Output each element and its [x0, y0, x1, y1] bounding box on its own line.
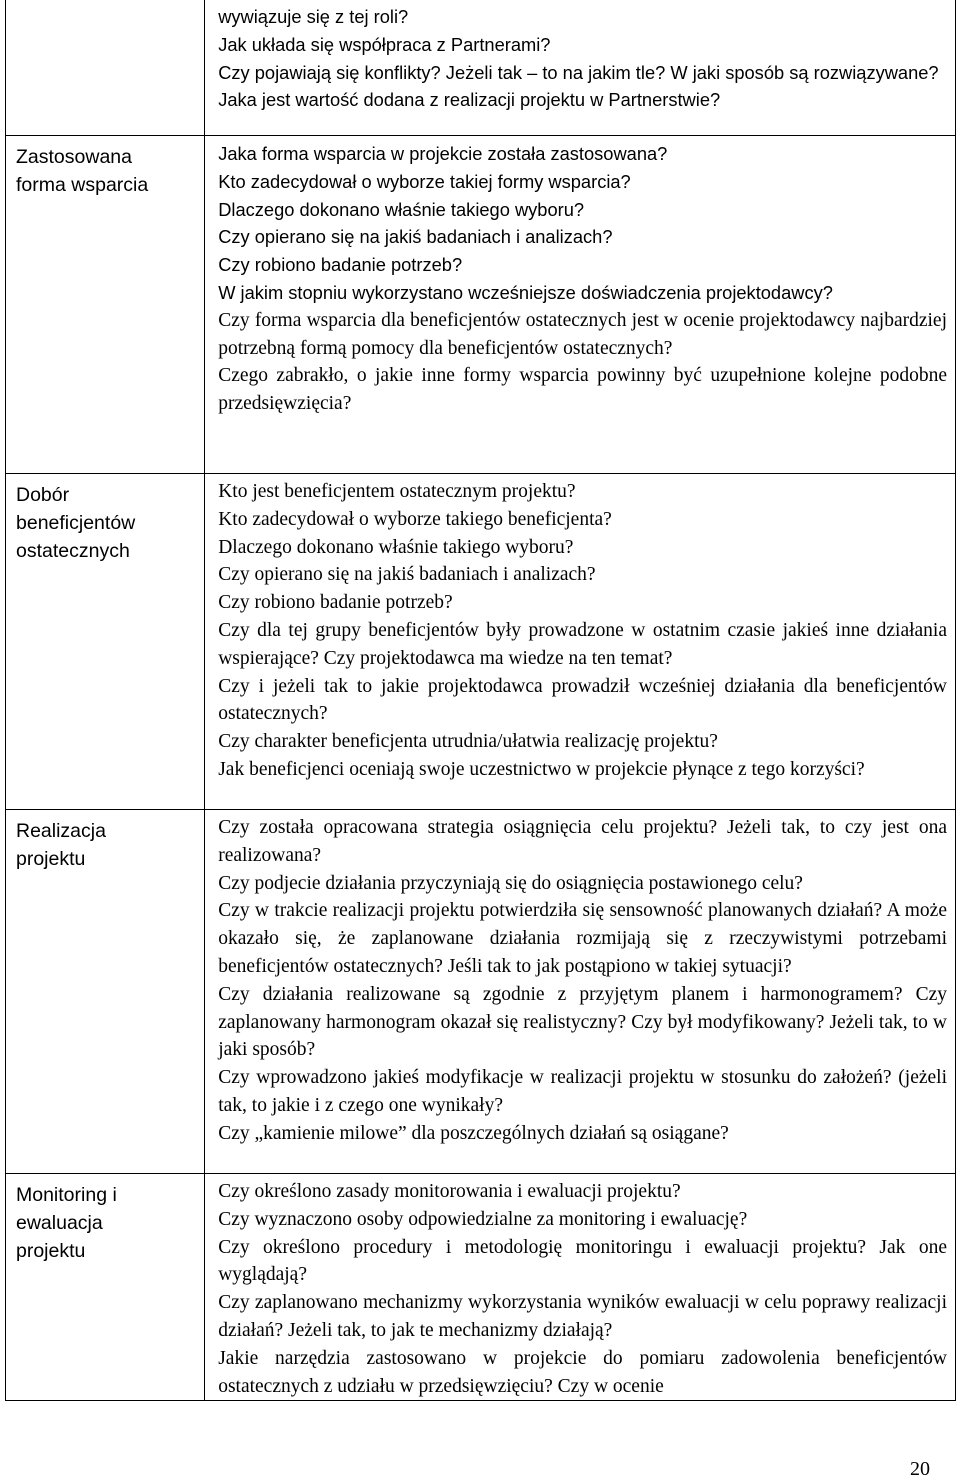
question: Jakie narzędzia zastosowano w projekcie do pomiaru zadowolenia beneficjentów ostatecznych z udziału w przedsięwzięciu? Czy w ocenie — [218, 1347, 947, 1397]
question: Czego zabrakło, o jakie inne formy wsparcia powinny być uzupełnione kolejne podobne przedsięwzięcia? — [218, 365, 947, 415]
question: Czy robiono badanie potrzeb? — [218, 592, 453, 614]
page-number: 20 — [910, 1458, 930, 1480]
row-label-cell — [6, 136, 205, 474]
questions-cell — [205, 1174, 956, 1401]
questions-cell — [205, 474, 956, 810]
question: Czy pojawiają się konflikty? Jeżeli tak – to na jakim tle? W jaki sposób są rozwiązywane? — [218, 61, 939, 83]
table-row — [6, 474, 956, 810]
row-label — [6, 0, 204, 6]
question: Czy charakter beneficjenta utrudnia/ułatwia realizację projektu? — [218, 731, 718, 753]
question: Dlaczego dokonano właśnie takiego wyboru? — [218, 198, 585, 220]
question: Czy wprowadzono jakieś modyfikacje w realizacji projektu w stosunku do założeń? (jeżeli tak, to jakie i z czego one wynikały? — [218, 1067, 947, 1116]
table-row — [6, 0, 956, 136]
question: Czy podjecie działania przyczyniają się do osiągnięcia postawionego celu? — [218, 872, 803, 894]
question: Czy określono zasady monitorowania i ewaluacji projektu? — [218, 1181, 681, 1202]
question: Czy forma wsparcia dla beneficjentów ostatecznych jest w ocenie projektodawcy najbardziej potrzebną formą pomocy dla beneficjentów ostatecznych? — [218, 309, 947, 359]
question: Kto zadecydował o wyborze takiej formy wsparcia? — [218, 170, 631, 192]
question: Dlaczego dokonano właśnie takiego wyboru? — [218, 536, 574, 558]
table-row — [6, 810, 956, 1174]
question: Czy działania realizowane są zgodnie z przyjętym planem i harmonogramem? Czy zaplanowany harmonogram okazał się realistyczny? Czy był modyfikowany? Jeżeli tak, to w jaki sposób? — [218, 983, 947, 1061]
row-label: Realizacja projektu — [16, 820, 106, 870]
row-label: Monitoring i ewaluacja projektu — [16, 1184, 117, 1262]
question: Czy wyznaczono osoby odpowiedzialne za monitoring i ewaluację? — [218, 1208, 748, 1230]
questions-cell — [205, 810, 956, 1174]
question: Czy robiono badanie potrzeb? — [218, 254, 463, 276]
question: Czy została opracowana strategia osiągnięcia celu projektu? Jeżeli tak, to czy jest ona realizowana? — [218, 817, 947, 866]
question: Kto jest beneficjentem ostatecznym projektu? — [218, 481, 576, 502]
question: wywiązuje się z tej roli? — [218, 6, 409, 27]
question: Czy „kamienie milowe” dla poszczególnych działań są osiągane? — [218, 1122, 729, 1144]
question: Czy opierano się na jakiś badaniach i analizach? — [218, 226, 613, 248]
question: Jak beneficjenci oceniają swoje uczestnictwo w projekcie płynące z tego korzyści? — [218, 758, 865, 780]
row-label-cell — [6, 0, 205, 136]
question: Czy i jeżeli tak to jakie projektodawca prowadził wcześniej działania dla beneficjentów ostatecznych? — [218, 675, 947, 725]
question: Czy dla tej grupy beneficjentów były prowadzone w ostatnim czasie jakieś inne działania wspierające? Czy projektodawca ma wiedze na ten temat? — [218, 619, 947, 669]
question: Jaka jest wartość dodana z realizacji projektu w Partnerstwie? — [218, 89, 721, 111]
row-label-cell — [6, 810, 205, 1174]
table-row — [6, 1174, 956, 1401]
question: W jakim stopniu wykorzystano wcześniejsze doświadczenia projektodawcy? — [218, 281, 833, 303]
table-row — [6, 136, 956, 474]
question: Jak układa się współpraca z Partnerami? — [218, 33, 551, 55]
questions-cell — [205, 0, 956, 136]
question: Czy określono procedury i metodologię monitoringu i ewaluacji projektu? Jak one wyglądają? — [218, 1236, 947, 1286]
question: Jaka forma wsparcia w projekcie została zastosowana? — [218, 143, 668, 164]
question: Czy zaplanowano mechanizmy wykorzystania wyników ewaluacji w celu poprawy realizacji działań? Jeżeli tak, to jak te mechanizmy działają? — [218, 1292, 947, 1341]
question: Czy opierano się na jakiś badaniach i analizach? — [218, 564, 596, 586]
questions-cell — [205, 136, 956, 474]
question: Czy w trakcie realizacji projektu potwierdziła się sensowność planowanych działań? A może okazało się, że zaplanowane działania rozmijają się z rzeczywistymi potrzebami beneficjentów ostatecznych? Jeśli tak to jak postąpiono w takiej sytuacji? — [218, 900, 947, 977]
row-label-cell — [6, 474, 205, 810]
row-label-cell — [6, 1174, 205, 1401]
evaluation-questions-table — [5, 0, 956, 1401]
row-label: Dobór beneficjentów ostatecznych — [16, 484, 136, 562]
row-label: Zastosowana forma wsparcia — [16, 146, 149, 196]
question: Kto zadecydował o wyborze takiego beneficjenta? — [218, 508, 612, 530]
